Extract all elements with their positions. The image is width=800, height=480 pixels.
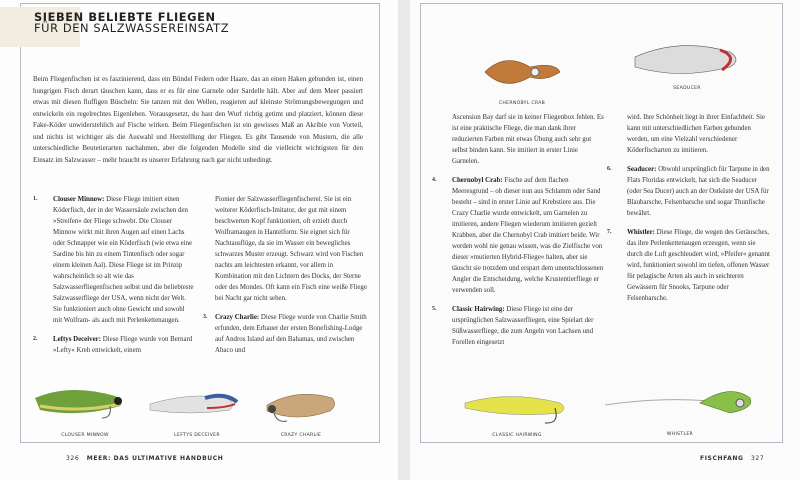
title-line-1: SIEBEN BELIEBTE FLIEGEN — [34, 10, 216, 24]
caption-clouser-minnow: CLOUSER MINNOW — [61, 433, 109, 438]
left-column-2 — [203, 194, 367, 364]
item-text: Diese Fliege wurde von Bernard »Lefty« Kreh entwickelt, einem — [53, 336, 193, 354]
title-line-2: FÜR DEN SALZWASSEREINSATZ — [34, 21, 230, 35]
right-column-2 — [607, 112, 771, 312]
item-name: Chernobyl Crab: — [452, 177, 503, 184]
column-text: Pionier der Salzwasserfliegenfischerei. Sie ist ein weiterer Köderfisch-Imitator, der gut mit einem beschwerten Kopf funktioniert, oft erzielt durch Wolframaugen in Hantelform. Sie eignet sich für Nachtausflüge, da sie im Wasser ein bewegliches schwarzes Muster erzeugt. Schwarz wird von Fischen nachts am leichtesten erkannt, vor allem in Kombination mit den Lichtern des Docks, der Sterne oder des Mondes. Oft kann ein Fisch eine weiße Fliege bei Nacht gar nicht sehen. — [215, 196, 367, 302]
leftys-deceiver-illustration — [145, 386, 245, 424]
item-text: Diese Fliege imitiert einen Köderfisch, der in der Wassersäule zwischen den »Streifen« der Fliege schwebt. Die Clouser Minnow wirkt mit ihren Augen auf einen Lachs oder Schnapper wie ein Köderfisch (wie etwa eine Sardine bis hin zu einem Tintenfisch oder sogar einem kleinen Aal). Diese Fliege ist im Prinzip wahrscheinlich so alt wie das Salzwasserfliegenfischen selbst und die beliebteste Salzwasserfliege der USA, wenn nicht der Welt. Sie funktioniert auch ohne Gewicht und sowohl mit Wolfram- als auch mit Perlenkettenaugen. — [53, 196, 194, 324]
running-head: MEER: DAS ULTIMATIVE HANDBUCH — [86, 455, 224, 462]
page-title — [34, 12, 229, 34]
item-name: Crazy Charlie: — [215, 314, 260, 321]
list-item — [33, 334, 195, 356]
caption-classic-hairwing: CLASSIC HAIRWING — [492, 433, 542, 438]
column-text: Ascension Bay darf sie in keiner Fliegenbox fehlen. Es ist eine praktische Fliege, die man dank ihrer reduzierten Farben mit etwas Übung auch sehr gut selbst binden kann. Sie imitiert in erster Linie Garnelen. — [452, 114, 604, 165]
item-number: 6. — [607, 166, 612, 172]
list-item — [432, 175, 604, 296]
item-name: Whistler: — [627, 229, 655, 236]
caption-whistler: WHISTLER — [666, 432, 694, 437]
left-column-1 — [33, 194, 195, 364]
item-number: 5. — [432, 306, 437, 312]
right-folio — [700, 455, 764, 462]
left-folio — [66, 455, 223, 462]
right-column-1 — [432, 112, 604, 356]
whistler-illustration — [600, 383, 760, 425]
clouser-minnow-illustration — [30, 378, 140, 426]
left-page — [0, 0, 398, 480]
running-head: FISCHFANG — [700, 455, 744, 462]
item-number: 4. — [432, 177, 437, 183]
item-text: Obwohl ursprünglich für Tarpune in den Flats Floridas entwickelt, hat sich die Seaducer (oder Sea Ducer) auch an der Ostküste der USA für Blaubarsche, Felsenbarsche und sogar Thunfische bewährt. — [627, 166, 770, 217]
item-name: Leftys Deceiver: — [53, 336, 102, 343]
caption-chernobyl-crab: CHERNOBYL CRAB — [498, 101, 546, 106]
item-text: Diese Fliege wurde von Charlie Smith erfunden, dem Erbauer der ersten Bonefishing-Lodge auf Andros Island auf den Bahamas, und zwischen Abaco und — [215, 314, 367, 354]
item-number: 1. — [33, 196, 38, 202]
item-name: Seaducer: — [627, 166, 657, 173]
right-page — [410, 0, 800, 480]
page-number: 326 — [66, 455, 80, 462]
list-item — [33, 194, 195, 326]
item-name: Classic Hairwing: — [452, 306, 505, 313]
list-item — [432, 304, 604, 348]
caption-seaducer: SEADUCER — [673, 86, 701, 91]
item-text: Fische auf dem flachen Meeresgrund – ob dieser nun aus Schlamm oder Sand besteht – sind in erster Linie auf Krebstiere aus. Die Crazy Charlie wurde entwickelt, um Garnelen zu imitieren, andere Fliegen wiederum imitieren gezielt Krabben, aber die Chernobyl Crab imitiert beide. Wir werden wohl nie genau wissen, was die Zielfische von dieser »mutierten Hybrid-Fliege« halten, aber sie täuscht sie trotzdem und erspart dem unentschlossenen Angler die Entscheidung, welche Krustentierfliege er verwenden soll. — [452, 177, 604, 294]
column-text: wird. Ihre Schönheit liegt in ihrer Einfachheit. Sie kann mit unterschiedlichen Farben gebunden werden, um eine Vielzahl verschiedener Köderfischarten zu imitieren. — [627, 114, 765, 154]
chernobyl-crab-illustration — [475, 42, 565, 94]
item-name: Clouser Minnow: — [53, 196, 105, 203]
list-item — [203, 312, 367, 356]
list-item — [607, 164, 771, 219]
caption-leftys-deceiver: LEFTYS DECEIVER — [174, 433, 220, 438]
caption-crazy-charlie: CRAZY CHARLIE — [280, 433, 322, 438]
item-text: Diese Fliege, die wegen des Geräusches, das ihre Perlenkettenaugen erzeugen, wenn sie durch die Luft geschleudert wird, »Pfeifer« genannt wird, funktioniert sowohl im tiefen, offenen Wasser für pelagische Arten als auch in seichteren Gewässern für Snooks, Tarpune oder Felsenbarsche. — [627, 229, 770, 302]
item-number: 2. — [33, 336, 38, 342]
crazy-charlie-illustration — [262, 383, 342, 425]
item-number: 7. — [607, 229, 612, 235]
seaducer-illustration — [630, 32, 750, 82]
classic-hairwing-illustration — [460, 388, 580, 428]
intro-paragraph: Beim Fliegenfischen ist es faszinierend, dass ein Bündel Federn oder Haare, das an einen Haken gebunden ist, einen hungrigen Fisch derart täuschen kann, dass er es für eine Garnele oder Sardelle hält. Aber auf dem Meer passiert etwas mit diesen fluffigen Büscheln: Sie tanzen mit den Wellen, reagieren auf kleinste Strömungsbewegungen und entwickeln ein regelrechtes Eigenleben. Vorausgesetzt, du hast den Wurf richtig getimt und platziert, können diese Fake-Köder unwiderstehlich auf Fische wirken. Beim Fliegenfischen ist ein gewisses Maß an Akribie von Vorteil, und nichts ist wichtiger als die Auswahl und Herstelllung der Fliegen. Es gibt Tausende von Mustern, die alle unterschiedliche Beutetierarten nachahmen, aber die folgenden Modelle sind die vielleicht wichtigsten für den Einsatz im Salzwasser – mehr braucht es unserer Erfahrung nach gar nicht unbedingt. — [33, 75, 363, 164]
list-item — [607, 227, 771, 304]
item-text: Diese Fliege ist eine der ursprünglichen Salzwasserfliegen, eine Spielart der Süßwasserfliege, die zum Angeln von Lachsen und Forellen eingesetzt — [452, 306, 594, 346]
item-number: 3. — [203, 314, 208, 320]
page-number: 327 — [751, 455, 765, 462]
